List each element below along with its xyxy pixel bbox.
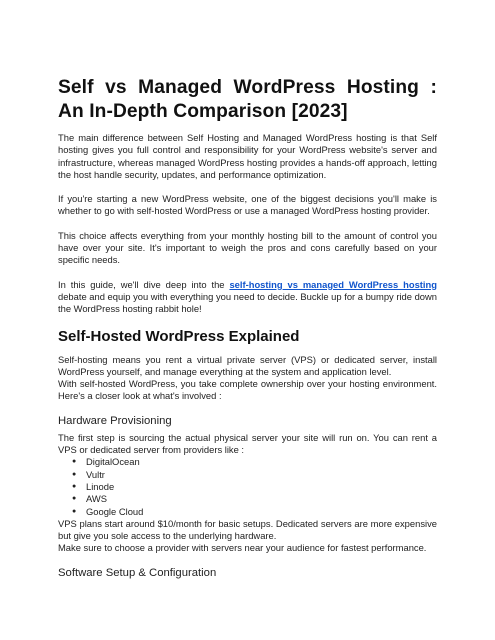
list-item <box>72 493 437 505</box>
provider-location-tip: Make sure to choose a provider with servers near your audience for fastest performance. <box>58 542 427 554</box>
provider-google-cloud: Google Cloud <box>86 505 144 517</box>
self-hosting-ownership: With self-hosted WordPress, you take complete ownership over your hosting environment. Here's a closer look at what's involved : <box>58 378 437 402</box>
bullet-icon: ● <box>72 495 77 503</box>
paragraph-choice: This choice affects everything from your monthly hosting bill to the amount of control you have over your site. It's important to weigh the pros and cons carefully based on your specific needs. <box>58 229 437 266</box>
provider-vultr: Vultr <box>86 468 105 480</box>
paragraph-decision: If you're starting a new WordPress website, one of the biggest decisions you'll make is whether to go with self-hosted WordPress or use a managed WordPress hosting provider. <box>58 193 437 217</box>
paragraph-guide <box>58 279 437 316</box>
list-item <box>72 468 437 481</box>
bullet-icon: ● <box>72 470 77 478</box>
subheading-software-setup: Software Setup & Configuration <box>58 566 217 579</box>
bullet-icon: ● <box>72 458 77 466</box>
list-item <box>72 505 437 518</box>
provider-linode: Linode <box>86 480 115 492</box>
self-vs-managed-link[interactable]: self-hosting vs managed WordPress hosting <box>229 278 437 290</box>
guide-text-before: In this guide, we'll dive deep into the <box>58 278 230 290</box>
self-hosting-definition: Self-hosting means you rent a virtual private server (VPS) or dedicated server, install WordPress yourself, and manage everything at the system and application level. <box>58 353 437 377</box>
section-heading-self-hosted: Self-Hosted WordPress Explained <box>58 327 300 345</box>
list-item <box>72 456 437 468</box>
intro-paragraph: The main difference between Self Hosting and Managed WordPress hosting is that Self hosting gives you full control and responsibility for your WordPress website's server and infrastructure, whereas managed WordPress hosting provides a hands-off approach, letting the host handle security, updates, and performance optimization. <box>58 132 437 180</box>
list-item <box>72 480 437 493</box>
bullet-icon: ● <box>72 482 77 490</box>
page-title: Self vs Managed WordPress Hosting : An In-Depth Comparison [2023] <box>58 77 437 122</box>
subheading-hardware-provisioning: Hardware Provisioning <box>58 414 172 427</box>
vps-pricing: VPS plans start around $10/month for basic setups. Dedicated servers are more expensive but give you sole access to the underlying hardware. <box>58 517 437 542</box>
provider-list <box>58 456 437 517</box>
provider-digitalocean: DigitalOcean <box>86 456 140 468</box>
bullet-icon: ● <box>72 507 77 515</box>
hardware-intro: The first step is sourcing the actual physical server your site will run on. You can rent a VPS or dedicated server from providers like : <box>58 431 437 456</box>
guide-text-after: debate and equip you with everything you need to decide. Buckle up for a bumpy ride down the WordPress hosting rabbit hole! <box>58 290 437 315</box>
provider-aws: AWS <box>86 493 108 505</box>
